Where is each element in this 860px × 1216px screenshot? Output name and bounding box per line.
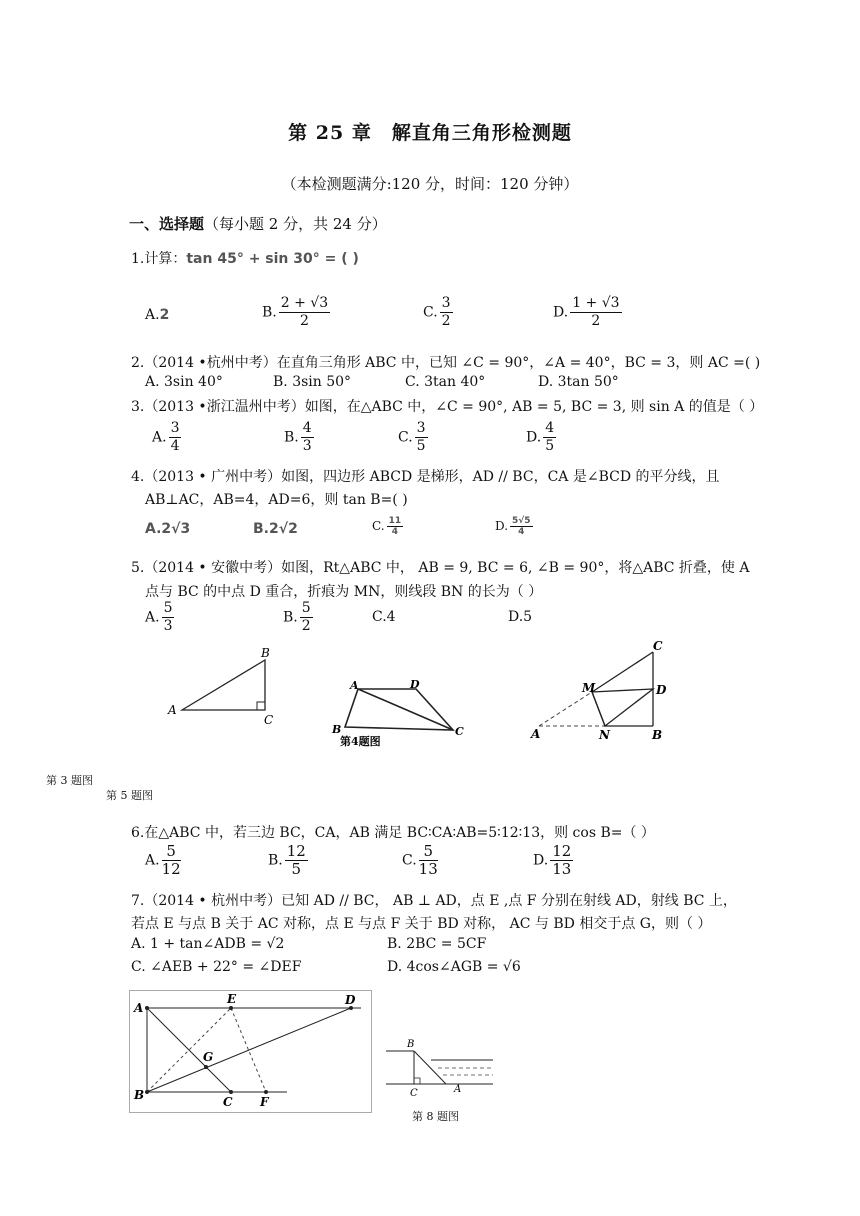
figure-4-trapezoid: [328, 675, 473, 750]
q2-option-c[interactable]: C. 3tan 40°: [405, 374, 486, 390]
q4-d-num: 5√5: [512, 516, 531, 526]
q6-option-a[interactable]: [145, 843, 183, 878]
q6-d-den: 13: [552, 860, 572, 878]
q6-a-den: 12: [161, 860, 181, 878]
q5-option-d[interactable]: D.5: [508, 609, 533, 625]
f3-triangle: [182, 660, 265, 710]
f7-label-c: C: [223, 1095, 233, 1109]
f8-slope: [414, 1051, 446, 1084]
f4-label-b: B: [332, 723, 342, 736]
q5-a-num: 5: [163, 600, 173, 616]
f7-point-e: [229, 1006, 233, 1010]
f7-point-c: [229, 1090, 233, 1094]
q5-option-b[interactable]: [283, 600, 315, 635]
f5-folded-triangle: [592, 689, 653, 726]
f7-label-e: E: [227, 992, 237, 1006]
f5-label-c: C: [653, 639, 663, 653]
figure-8-dam: [386, 1036, 496, 1098]
q3-d-label: D.: [526, 429, 542, 446]
f8-label-b: B: [407, 1039, 415, 1050]
q3-d-num: 4: [545, 420, 555, 436]
q3-c-fraction: [415, 420, 428, 455]
f7-point-b: [145, 1090, 149, 1094]
q3-a-fraction: [169, 420, 182, 455]
q3-d-fraction: [543, 420, 556, 455]
f7-point-f: [264, 1090, 268, 1094]
f8-label-a: A: [454, 1084, 462, 1095]
q1-c-den: 2: [441, 313, 451, 329]
question-5-line2: 点与 BC 的中点 D 重合，折痕为 MN，则线段 BN 的长为（ ）: [145, 584, 543, 600]
f4-label-a: A: [350, 679, 359, 692]
q1-d-num: 1 + √3: [572, 295, 620, 311]
q1-option-d[interactable]: [553, 295, 624, 330]
q3-option-c[interactable]: [398, 420, 430, 455]
q3-option-d[interactable]: [526, 420, 558, 455]
q2-option-a[interactable]: A. 3sin 40°: [145, 374, 223, 390]
q3-b-label: B.: [284, 429, 299, 446]
f3-label-b: B: [261, 646, 270, 660]
q6-a-num: 5: [162, 843, 181, 861]
q6-a-fraction: [162, 843, 181, 878]
q3-b-num: 4: [302, 420, 312, 436]
f7-point-a: [145, 1006, 149, 1010]
figure-7: [129, 990, 372, 1113]
q7-option-a[interactable]: A. 1 + tan∠ADB = √2: [131, 936, 285, 952]
q5-option-a[interactable]: [145, 600, 176, 635]
q5-a-label: A.: [145, 609, 160, 626]
q1-prefix: 1.计算：: [131, 251, 187, 267]
subtitle: （本检测题满分:120 分，时间：120 分钟）: [281, 175, 579, 193]
q1-expression: tan 45° + sin 30° = ( ): [186, 251, 359, 267]
q2-option-d[interactable]: D. 3tan 50°: [538, 374, 619, 390]
f7-point-g: [204, 1065, 208, 1069]
q4-c-num: 11: [388, 516, 402, 526]
q1-b-fraction: [279, 295, 330, 330]
f4-diagonal-ac: [358, 689, 453, 730]
f8-right-angle-mark: [414, 1078, 420, 1084]
q6-c-fraction: [419, 843, 438, 878]
f7-label-a: A: [134, 1001, 144, 1015]
f5-label-d: D: [656, 683, 667, 697]
section-note: （每小题 2 分，共 24 分）: [204, 215, 387, 233]
question-1: [131, 248, 359, 268]
q3-a-label: A.: [152, 429, 167, 446]
q1-c-label: C.: [423, 304, 438, 321]
q6-option-d[interactable]: [533, 843, 575, 878]
q6-c-num: 5: [419, 843, 438, 861]
q6-d-num: 12: [552, 842, 572, 860]
question-7-line2: 若点 E 与点 B 关于 AC 对称，点 E 与点 F 关于 BD 对称， AC 与 BD 相交于点 G，则（ ）: [131, 916, 712, 932]
q4-option-c[interactable]: [372, 516, 405, 537]
f8-label-c: C: [410, 1088, 418, 1098]
q2-option-b[interactable]: B. 3sin 50°: [273, 374, 352, 390]
q3-c-num: 3: [416, 420, 426, 436]
q5-b-den: 2: [301, 618, 311, 634]
q4-a-text: A.2√3: [145, 521, 191, 537]
figure-5-fold: [525, 638, 675, 743]
q1-c-fraction: [440, 295, 453, 330]
question-4-line2: AB⊥AC，AB=4，AD=6，则 tan B=( ): [145, 492, 408, 508]
f5-label-m: M: [582, 681, 596, 695]
q3-option-a[interactable]: [152, 420, 183, 455]
f5-label-a: A: [531, 727, 541, 741]
figure-3-triangle: [160, 640, 290, 730]
q1-a-label: A.: [145, 307, 160, 323]
q7-option-b[interactable]: B. 2BC = 5CF: [387, 936, 487, 952]
f5-label-n: N: [599, 728, 610, 742]
q6-c-label: C.: [402, 852, 417, 869]
q3-a-num: 3: [170, 420, 180, 436]
q3-c-den: 5: [416, 438, 426, 454]
q4-c-label: C.: [372, 519, 385, 533]
section-title: 一、选择题: [129, 215, 205, 233]
q7-option-c[interactable]: C. ∠AEB + 22° = ∠DEF: [131, 959, 302, 975]
q1-b-label: B.: [262, 304, 277, 321]
f3-label-a: A: [168, 703, 177, 717]
q4-option-a[interactable]: [145, 521, 190, 537]
question-3: 3.（2013 •浙江温州中考）如图，在△ABC 中，∠C = 90°, AB = 5, BC = 3, 则 sin A 的值是（ ）: [131, 399, 764, 415]
q6-b-label: B.: [268, 852, 283, 869]
q6-b-den: 5: [291, 860, 302, 878]
f7-label-g: G: [203, 1050, 214, 1064]
q1-b-den: 2: [299, 313, 309, 329]
q5-a-den: 3: [163, 618, 173, 634]
page-title: 第 25 章 解直角三角形检测题: [288, 122, 572, 144]
f5-crease-mn: [592, 692, 605, 726]
q6-a-label: A.: [145, 852, 160, 869]
f5-label-b: B: [652, 728, 663, 742]
f7-label-f: F: [260, 1095, 269, 1109]
caption-fig5: 第 5 题图: [106, 789, 153, 802]
q4-d-label: D.: [495, 519, 509, 533]
q6-d-label: D.: [533, 852, 549, 869]
caption-fig8: 第 8 题图: [412, 1110, 459, 1123]
question-2: 2.（2014 •杭州中考）在直角三角形 ABC 中，已知 ∠C = 90°，∠A = 40°，BC = 3，则 AC =( ): [131, 355, 761, 371]
q1-option-c[interactable]: [423, 295, 455, 330]
q6-d-fraction: [550, 843, 573, 878]
q6-b-fraction: [285, 843, 308, 878]
f4-label-d: D: [410, 678, 420, 691]
question-7-line1: 7.（2014 • 杭州中考）已知 AD // BC， AB ⊥ AD，点 E ,点 F 分别在射线 AD，射线 BC 上，: [131, 893, 737, 909]
q3-b-den: 3: [302, 438, 312, 454]
q1-b-num: 2 + √3: [280, 295, 329, 311]
q5-b-label: B.: [283, 609, 298, 626]
caption-fig3: 第 3 题图: [46, 774, 93, 787]
q4-b-text: B.2√2: [253, 521, 298, 537]
q5-a-fraction: [162, 600, 175, 635]
question-5-line1: 5.（2014 • 安徽中考）如图，Rt△ABC 中， AB = 9, BC = 6, ∠B = 90°，将△ABC 折叠，使 A: [131, 560, 750, 576]
q3-b-fraction: [301, 420, 314, 455]
q1-option-b[interactable]: [262, 295, 332, 330]
q4-d-den: 4: [518, 527, 525, 537]
question-4-line1: 4.（2013 • 广州中考）如图，四边形 ABCD 是梯形，AD // BC，CA 是∠BCD 的平分线，且: [131, 469, 720, 485]
q6-option-c[interactable]: [402, 843, 440, 878]
f7-label-b: B: [134, 1088, 145, 1102]
q3-a-den: 4: [170, 438, 180, 454]
q1-d-den: 2: [591, 313, 601, 329]
q3-c-label: C.: [398, 429, 413, 446]
f7-label-d: D: [345, 993, 356, 1007]
section-heading: [129, 213, 387, 234]
q5-b-fraction: [300, 600, 313, 635]
q4-d-fraction: [510, 516, 533, 537]
f3-right-angle-mark: [257, 702, 265, 710]
q1-d-fraction: [570, 295, 621, 330]
f4-label-c: C: [455, 725, 464, 738]
f7-frame: [130, 991, 372, 1113]
q6-option-b[interactable]: [268, 843, 310, 878]
f5-dashed-am: [539, 692, 592, 726]
q1-d-label: D.: [553, 304, 569, 321]
q3-option-b[interactable]: [284, 420, 316, 455]
q6-b-num: 12: [286, 842, 306, 860]
q1-c-num: 3: [441, 295, 451, 311]
f4-caption: 第4题图: [340, 735, 381, 748]
f5-segment-mc: [592, 652, 653, 692]
q1-a-value: 2: [159, 307, 170, 323]
question-6: 6.在△ABC 中，若三边 BC，CA，AB 满足 BC∶CA∶AB=5∶12∶13，则 cos B=（ ）: [131, 825, 655, 841]
f3-label-c: C: [264, 713, 274, 727]
q3-d-den: 5: [545, 438, 555, 454]
q4-c-den: 4: [391, 527, 398, 537]
q4-option-d[interactable]: [495, 516, 535, 537]
q7-option-d[interactable]: D. 4cos∠AGB = √6: [387, 959, 521, 975]
q4-c-fraction: [387, 516, 404, 537]
q1-option-a[interactable]: [145, 307, 169, 323]
q6-c-den: 13: [418, 860, 438, 878]
q4-option-b[interactable]: [253, 521, 298, 537]
q5-b-num: 5: [301, 600, 311, 616]
q5-option-c[interactable]: C.4: [372, 609, 396, 625]
